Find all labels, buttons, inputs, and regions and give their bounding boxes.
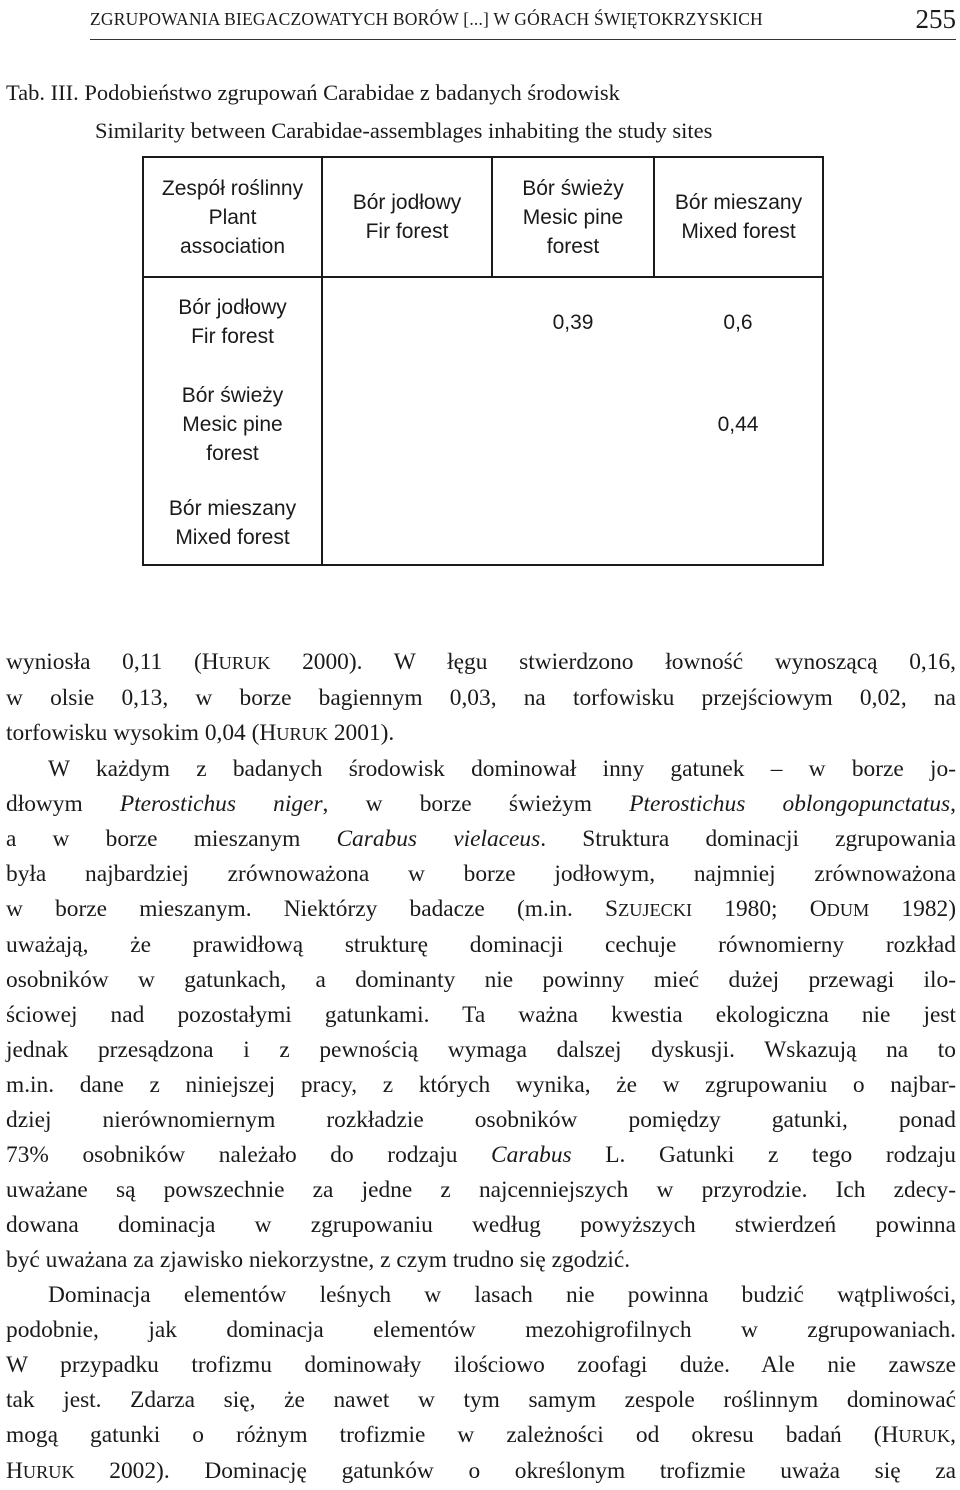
text-line: mogą gatunki o różnym trofizmie w zależności od okresu badań (HURUK, xyxy=(6,1422,956,1448)
text-line: być uważana za zjawisko niekorzystne, z czym trudno się zgodzić. xyxy=(6,1247,631,1273)
running-header xyxy=(90,4,956,34)
table-row-mixed xyxy=(143,482,823,565)
table-cell xyxy=(322,277,492,366)
column-header-mesic xyxy=(492,157,654,277)
column-header-pl: Bór mieszany xyxy=(674,191,803,214)
row-header-pl: Bór świeży xyxy=(181,383,284,407)
row-header-mesic xyxy=(143,366,322,482)
text-line: w olsie 0,13, w borze bagiennym 0,03, na torfowisku przejściowym 0,02, na xyxy=(6,685,956,711)
text-line: w borze mieszanym. Niektórzy badacze (m.in. SZUJECKI 1980; ODUM 1982) xyxy=(6,896,956,922)
table-cell: 0,44 xyxy=(717,412,759,436)
column-header-pl: Bór świeży xyxy=(522,176,624,200)
text-line: m.in. dane z niniejszej pracy, z których wynika, że w zgrupowaniu o najbar- xyxy=(6,1072,956,1098)
running-title: ZGRUPOWANIA BIEGACZOWATYCH BORÓW [...] W GÓRACH ŚWIĘTOKRZYSKICH xyxy=(90,8,763,29)
table-cell xyxy=(322,366,492,482)
text-line: W przypadku trofizmu dominowały ilościowo zoofagi duże. Ale nie zawsze xyxy=(6,1352,956,1378)
similarity-table xyxy=(142,156,824,566)
column-header-en: Fir forest xyxy=(365,220,449,243)
text-line: HURUK 2002). Dominację gatunków o określonym trofizmie uważa się za xyxy=(6,1458,956,1484)
corner-cell xyxy=(143,157,322,277)
text-line: Dominacja elementów leśnych w lasach nie powinna budzić wątpliwości, xyxy=(48,1282,956,1308)
table-row-mesic xyxy=(143,366,823,482)
table-caption xyxy=(6,74,712,150)
text-line: W każdym z badanych środowisk dominował inny gatunek – w borze jo- xyxy=(48,756,956,782)
corner-en-1: Plant xyxy=(208,205,257,229)
text-line: uważane są powszechnie za jedne z najcenniejszych w przyrodzie. Ich zdecy- xyxy=(6,1177,956,1203)
row-header-en: Fir forest xyxy=(191,325,274,348)
table-cell xyxy=(492,366,654,482)
header-rule xyxy=(90,39,956,40)
text-line: ściowej nad pozostałymi gatunkami. Ta ważna kwestia ekologiczna nie jest xyxy=(6,1002,956,1028)
body-text xyxy=(6,645,956,1490)
paragraph-3 xyxy=(6,1278,956,1490)
text-line: była najbardziej zrównoważona w borze jodłowym, najmniej zrównoważona xyxy=(6,861,956,887)
row-header-pl: Bór mieszany xyxy=(168,497,297,520)
table-cell: 0,6 xyxy=(723,310,753,334)
row-header-fir xyxy=(143,277,322,366)
row-header-mixed xyxy=(143,482,322,565)
table-header-row xyxy=(143,157,823,277)
column-header-pl: Bór jodłowy xyxy=(352,191,462,214)
table-caption-pl: Tab. III. Podobieństwo zgrupowań Carabidae z badanych środowisk xyxy=(6,80,620,105)
text-line: podobnie, jak dominacja elementów mezohigrofilnych w zgrupowaniach. xyxy=(6,1317,956,1343)
paragraph-1 xyxy=(6,645,956,752)
text-line: torfowisku wysokim 0,04 (HURUK 2001). xyxy=(6,720,395,746)
row-header-pl: Bór jodłowy xyxy=(178,296,287,319)
column-header-fir xyxy=(322,157,492,277)
text-line: wyniosła 0,11 (HURUK 2000). W łęgu stwierdzono łowność wynoszącą 0,16, xyxy=(6,649,956,675)
text-line: a w borze mieszanym Carabus vielaceus. Struktura dominacji zgrupowania xyxy=(6,826,956,852)
text-line: dłowym Pterostichus niger, w borze świeżym Pterostichus oblongopunctatus, xyxy=(6,791,956,817)
text-line: osobników w gatunkach, a dominanty nie powinny mieć dużej przewagi ilo- xyxy=(6,967,956,993)
text-line: uważają, że prawidłową strukturę dominacji cechuje równomierny rozkład xyxy=(6,932,956,958)
paragraph-2 xyxy=(6,752,956,1278)
corner-pl: Zespół roślinny xyxy=(161,176,304,200)
row-header-en: Mixed forest xyxy=(175,526,290,549)
table-cell xyxy=(322,482,492,565)
column-header-mixed xyxy=(654,157,823,277)
text-line: dziej nierównomiernym rozkładzie osobników pomiędzy gatunki, ponad xyxy=(6,1107,956,1133)
text-line: dowana dominacja w zgrupowaniu według powyższych stwierdzeń powinna xyxy=(6,1212,956,1238)
column-header-en: Mixed forest xyxy=(681,220,796,243)
row-header-en: Mesic pine xyxy=(182,412,283,436)
text-line: tak jest. Zdarza się, że nawet w tym samym zespole roślinnym dominować xyxy=(6,1387,956,1413)
table-cell xyxy=(492,482,654,565)
text-line: 73% osobników należało do rodzaju Carabus L. Gatunki z tego rodzaju xyxy=(6,1142,956,1168)
row-header-en-2: forest xyxy=(206,441,259,465)
table-row-fir xyxy=(143,277,823,366)
page-number: 255 xyxy=(915,3,956,34)
column-header-en: Mesic pine xyxy=(522,205,624,229)
column-header-en-2: forest xyxy=(546,234,600,258)
table-cell: 0,39 xyxy=(552,310,594,334)
corner-en-2: association xyxy=(179,234,286,258)
table-caption-en: Similarity between Carabidae-assemblages inhabiting the study sites xyxy=(95,118,713,143)
table-cell xyxy=(654,482,823,565)
text-line: jednak przesądzona i z pewnością wymaga dalszej dyskusji. Wskazują na to xyxy=(6,1037,956,1063)
